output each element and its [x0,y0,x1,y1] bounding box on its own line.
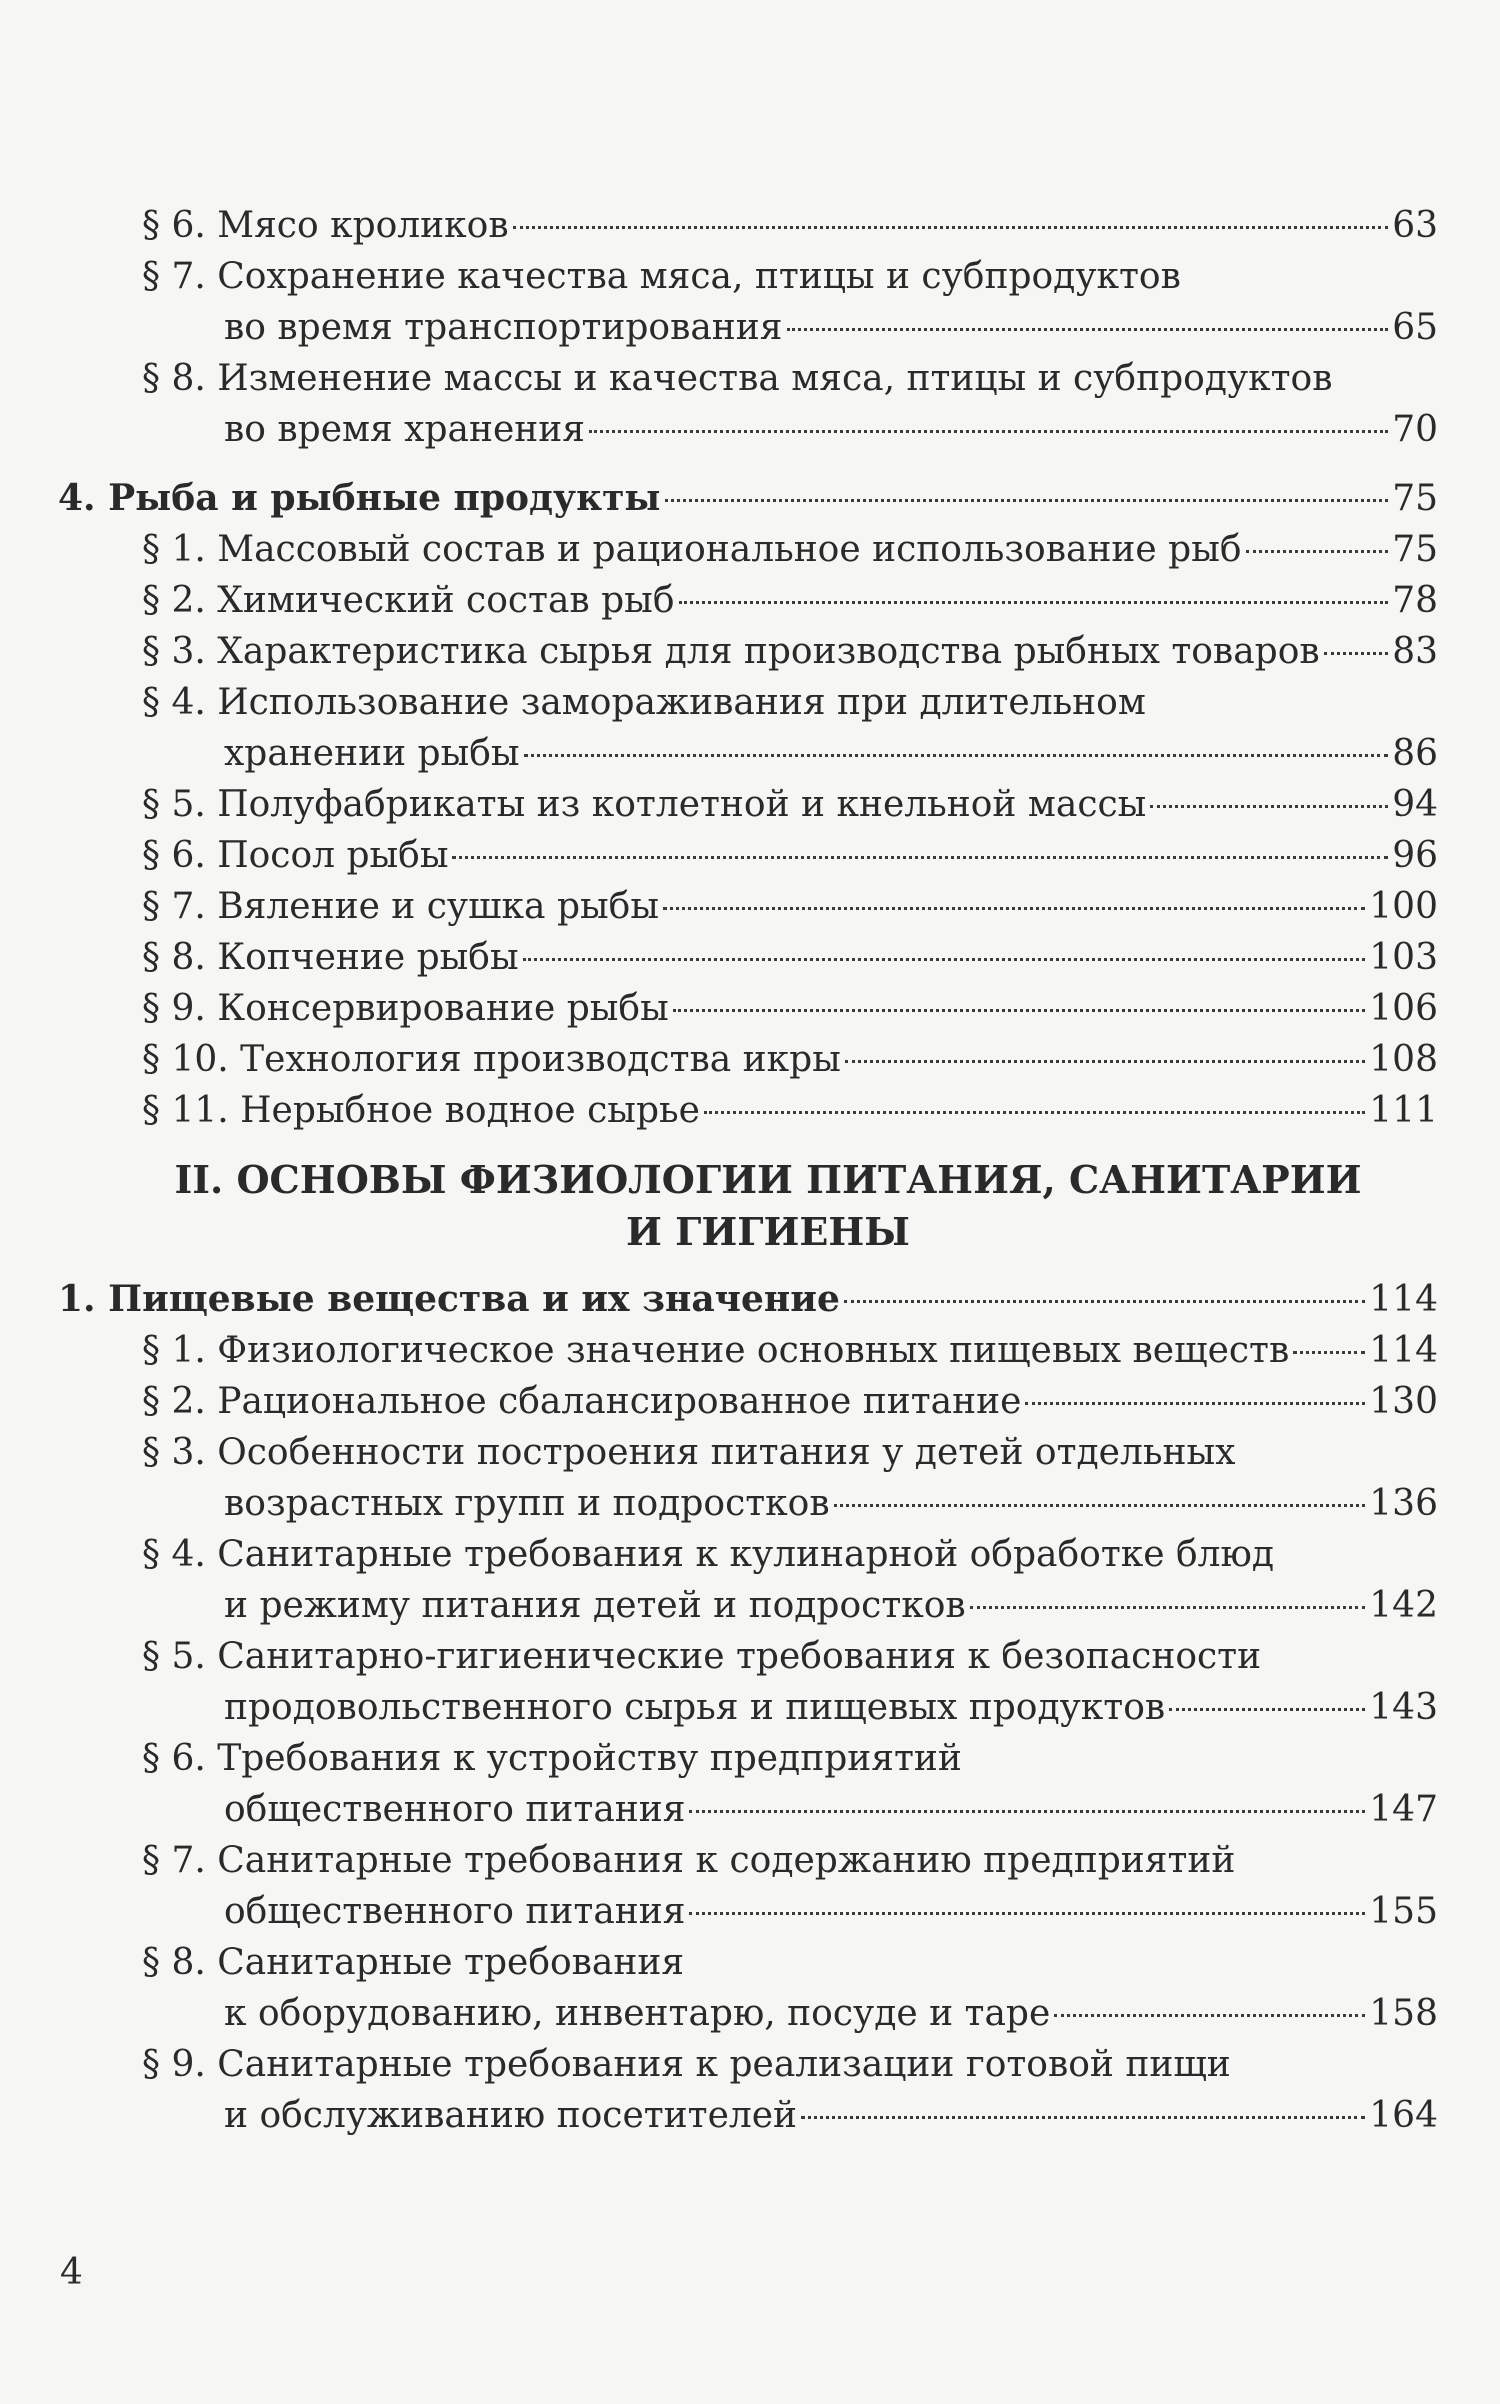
toc-entry-title-line: § 4. Использование замораживания при длительном [142,682,1146,723]
toc-chapter-fish [58,473,1438,524]
toc-entry [58,575,1438,626]
toc-page-number: 147 [1369,1789,1438,1830]
toc-entry-title-line: к оборудованию, инвентарю, посуде и таре [224,1993,1051,2034]
toc-entry [58,1085,1438,1136]
toc-entry [58,1325,1438,1376]
toc-entry [58,1427,1438,1529]
toc-entry-title-line: § 9. Санитарные требования к реализации готовой пищи [142,2044,1231,2085]
dot-leader [523,958,1366,961]
dot-leader [665,499,1389,502]
toc-entry [58,2039,1438,2141]
toc-page-number: 114 [1369,1330,1438,1371]
toc-page-number: 130 [1369,1381,1438,1422]
toc-entry-title-line: § 9. Консервирование рыбы [142,988,669,1029]
toc-entry [58,932,1438,983]
toc-entry-title-line: § 2. Химический состав рыб [142,580,675,621]
toc-chapter-title: 1. Пищевые вещества и их значение [58,1278,840,1320]
toc-page-number: 75 [1392,529,1438,570]
toc-entry-title-line: возрастных групп и подростков [224,1483,830,1524]
toc-page-number: 96 [1392,835,1438,876]
dot-leader [689,1912,1365,1915]
toc-entry-title-line: § 5. Полуфабрикаты из котлетной и кнельной массы [142,784,1147,825]
toc-entry-title-line: общественного питания [224,1891,686,1932]
toc-entry [58,1034,1438,1085]
toc-entry-title-line: § 2. Рациональное сбалансированное питание [142,1381,1022,1422]
toc-entry [58,353,1438,455]
table-of-contents [58,200,1438,2141]
toc-entry-title-line: § 10. Технология производства икры [142,1039,841,1080]
dot-leader [1054,2014,1365,2017]
toc-entry [58,200,1438,251]
toc-entry-title-line: § 3. Особенности построения питания у детей отдельных [142,1432,1236,1473]
toc-entry [58,1529,1438,1631]
dot-leader [970,1606,1366,1609]
toc-page-number: 75 [1392,478,1438,519]
dot-leader [844,1300,1365,1303]
dot-leader [1324,652,1389,655]
toc-entry-title-line: § 6. Мясо кроликов [142,205,509,246]
toc-entry [58,830,1438,881]
toc-entry-title-line: § 6. Посол рыбы [142,835,449,876]
toc-page-number: 106 [1369,988,1438,1029]
dot-leader [1150,805,1388,808]
toc-entry [58,1835,1438,1937]
toc-page-number: 65 [1392,307,1438,348]
dot-leader [704,1111,1365,1114]
toc-entry [58,983,1438,1034]
dot-leader [673,1009,1366,1012]
dot-leader [452,856,1388,859]
toc-page-number: 155 [1369,1891,1438,1932]
dot-leader [787,328,1389,331]
toc-entry-title-line: § 11. Нерыбное водное сырье [142,1090,700,1131]
dot-leader [679,601,1389,604]
toc-page-number: 94 [1392,784,1438,825]
toc-entry [58,677,1438,779]
toc-group-fish [58,524,1438,1136]
dot-leader [1293,1351,1365,1354]
toc-entry [58,779,1438,830]
toc-page-number: 103 [1369,937,1438,978]
dot-leader [1169,1708,1365,1711]
toc-page-number: 158 [1369,1993,1438,2034]
toc-entry-title-line: § 1. Физиологическое значение основных пищевых веществ [142,1330,1290,1371]
toc-entry-title-line: § 4. Санитарные требования к кулинарной обработке блюд [142,1534,1275,1575]
page-number: 4 [60,2252,83,2293]
toc-entry [58,1631,1438,1733]
toc-page-number: 108 [1369,1039,1438,1080]
toc-page-number: 142 [1369,1585,1438,1626]
dot-leader [834,1504,1366,1507]
dot-leader [689,1810,1365,1813]
toc-entry [58,524,1438,575]
part-heading [98,1154,1438,1258]
toc-entry-title-line: § 7. Сохранение качества мяса, птицы и субпродуктов [142,256,1181,297]
dot-leader [1025,1402,1365,1405]
toc-entry-title-line: продовольственного сырья и пищевых продуктов [224,1687,1166,1728]
toc-entry-title-line: § 7. Вяление и сушка рыбы [142,886,659,927]
toc-entry-title-line: § 1. Массовый состав и рациональное использование рыб [142,529,1242,570]
toc-page-number: 136 [1369,1483,1438,1524]
toc-page-number: 70 [1392,409,1438,450]
toc-page-number: 114 [1369,1279,1438,1320]
toc-page-number: 63 [1392,205,1438,246]
toc-page-number: 78 [1392,580,1438,621]
toc-entry [58,626,1438,677]
toc-entry-title-line: § 3. Характеристика сырья для производства рыбных товаров [142,631,1320,672]
part-heading-line: II. ОСНОВЫ ФИЗИОЛОГИИ ПИТАНИЯ, САНИТАРИИ [174,1157,1362,1202]
toc-page-number: 111 [1369,1090,1438,1131]
toc-entry-title-line: § 8. Копчение рыбы [142,937,519,978]
dot-leader [663,907,1365,910]
dot-leader [513,226,1389,229]
part-heading-line: И ГИГИЕНЫ [626,1209,910,1254]
toc-entry-title-line: и обслуживанию посетителей [224,2095,798,2136]
toc-entry-title-line: § 8. Санитарные требования [142,1942,685,1983]
toc-entry-title-line: и режиму питания детей и подростков [224,1585,966,1626]
toc-entry-title-line: § 6. Требования к устройству предприятий [142,1738,962,1779]
dot-leader [589,430,1388,433]
toc-page-number: 86 [1392,733,1438,774]
dot-leader [801,2116,1365,2119]
toc-page-number: 143 [1369,1687,1438,1728]
toc-entry-title-line: во время хранения [224,409,585,450]
toc-group-nutrition [58,1325,1438,2141]
toc-group-meat [58,200,1438,455]
toc-entry [58,881,1438,932]
toc-page-number: 164 [1369,2095,1438,2136]
toc-entry-title-line: § 7. Санитарные требования к содержанию предприятий [142,1840,1236,1881]
toc-page-number: 83 [1392,631,1438,672]
toc-page-number: 100 [1369,886,1438,927]
dot-leader [1246,550,1389,553]
toc-entry [58,1376,1438,1427]
dot-leader [845,1060,1365,1063]
toc-entry-title-line: § 8. Изменение массы и качества мяса, птицы и субпродуктов [142,358,1333,399]
toc-chapter-title: 4. Рыба и рыбные продукты [58,477,661,519]
toc-entry [58,1937,1438,2039]
toc-entry-title-line: хранении рыбы [224,733,520,774]
toc-entry-title-line: § 5. Санитарно-гигиенические требования к безопасности [142,1636,1262,1677]
toc-entry-title-line: во время транспортирования [224,307,783,348]
dot-leader [524,754,1389,757]
toc-entry-title-line: общественного питания [224,1789,686,1830]
toc-entry [58,1733,1438,1835]
toc-chapter-nutrients [58,1274,1438,1325]
toc-entry [58,251,1438,353]
